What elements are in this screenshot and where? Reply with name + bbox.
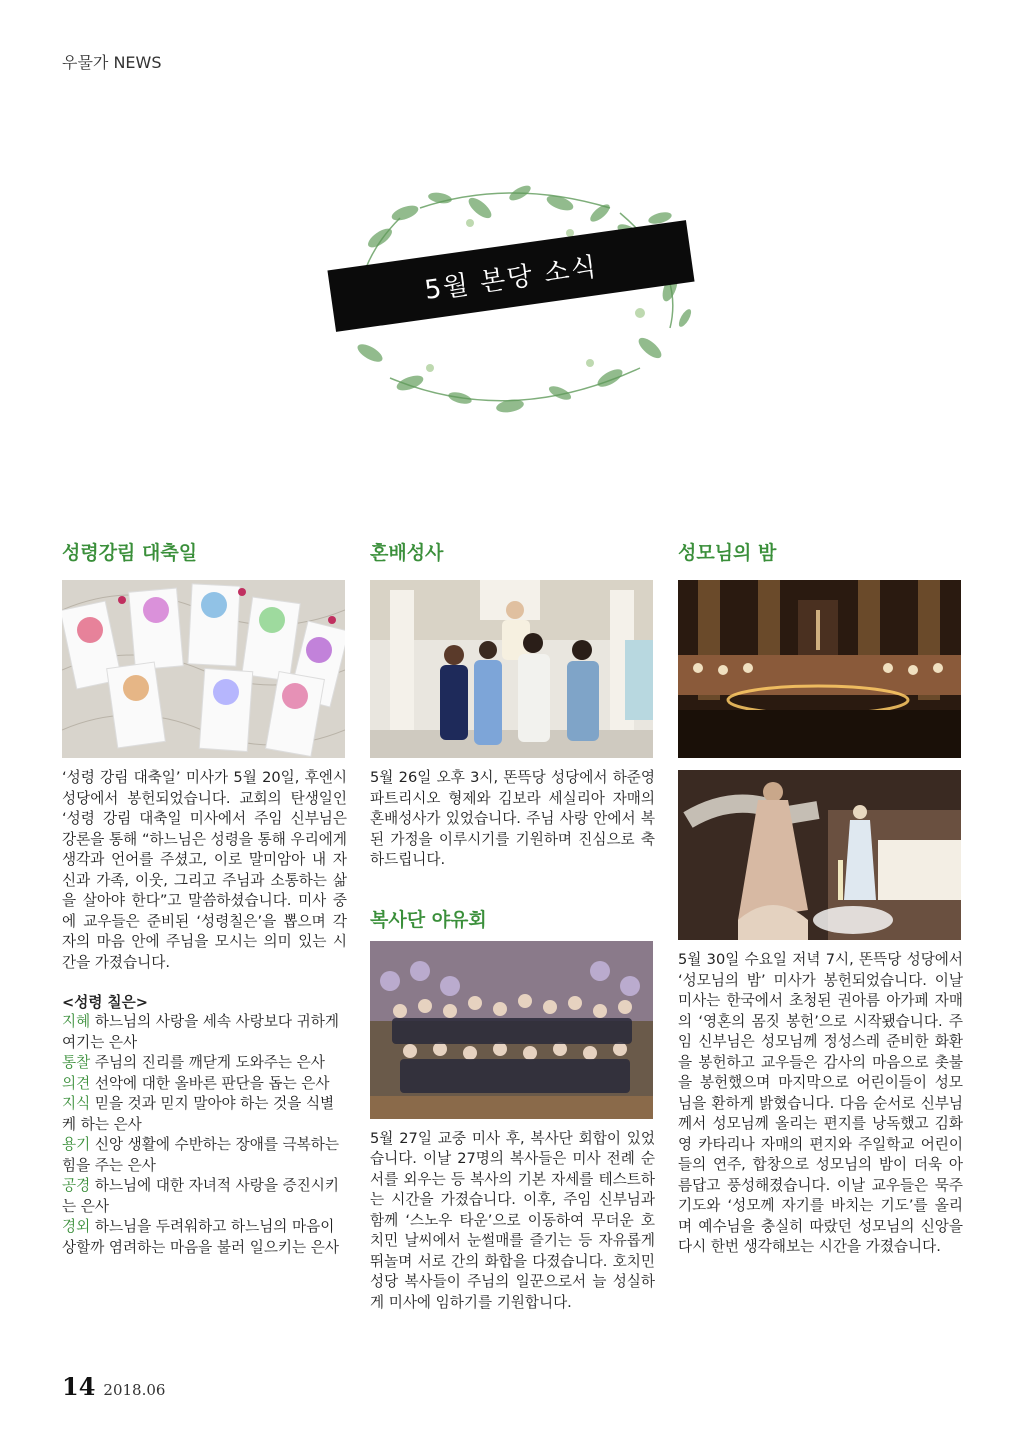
gift-key: 의견	[62, 1074, 91, 1092]
list-item	[62, 1176, 347, 1217]
gift-text: 주님의 진리를 깨닫게 도와주는 은사	[90, 1054, 325, 1071]
gift-key: 지식	[62, 1095, 91, 1112]
list-item	[62, 1074, 347, 1095]
section-title: 성모님의 밤	[678, 542, 777, 564]
gift-key: 통찰	[62, 1054, 91, 1071]
column-wedding	[370, 540, 655, 1313]
gift-key: 경외	[62, 1218, 91, 1235]
gift-text: 신앙 생활에 수반하는 장애를 극복하는 힘을 주는 은사	[62, 1136, 339, 1174]
gift-text: 하느님에 대한 자녀적 사랑을 증진시키는 은사	[62, 1177, 339, 1215]
wedding-photo	[370, 580, 653, 758]
gift-text: 믿을 것과 믿지 말아야 하는 것을 식별케 하는 은사	[62, 1095, 335, 1133]
mary-night-body: 5월 30일 수요일 저녁 7시, 똔뜩당 성당에서 ‘성모님의 밤’ 미사가 봉헌되었습니다. 이날 미사는 한국에서 초청된 권아름 아가페 자매의 ‘영혼의 몸짓 봉헌’으로 시작됐습니다. 주임 신부님은 성모님께 정성스레 준비한 화환을 봉헌하고 교우들은 감사의 마음으로 촛불을 봉헌했으며 마지막으로 어린이들이 성모님을 환하게 밝혔습니다. 다음 순서로 신부님께서 성모님께 올리는 편지를 낭독했고 김화영 카타리나 자매의 편지와 주일학교 어린이들의 연주, 합창으로 성모님의 밤이 더욱 아름답고 풍성해졌습니다. 이날 교우들은 묵주기도와 ‘성모께 자기를 바치는 기도’를 올리며 예수님을 충실히 따랐던 성모님의 신앙을 다시 한번 생각해보는 시간을 가졌습니다.	[678, 951, 963, 1255]
gift-key: 공경	[62, 1177, 91, 1194]
mass-photo	[678, 580, 961, 758]
gifts-list	[62, 1012, 347, 1258]
pentecost-photo	[62, 580, 345, 758]
page-footer	[62, 1372, 165, 1401]
altar-servers-body: 5월 27일 교중 미사 후, 복사단 회합이 있었습니다. 이날 27명의 복사들은 미사 전례 순서를 외우는 등 복사의 기본 자세를 테스트하는 시간을 가졌습니다. 이후, 주임 신부님과 함께 ‘스노우 타운’으로 이동하여 무더운 호치민 날씨에서 눈썰매를 즐기는 등 자유롭게 뛰놀며 서로 간의 화합을 다졌습니다. 호치민 성당 복사들이 주님의 일꾼으로서 늘 성실하게 미사에 임하기를 기원합니다.	[370, 1129, 655, 1311]
list-item	[62, 1053, 347, 1074]
gift-text: 선악에 대한 올바른 판단을 돕는 은사	[90, 1074, 330, 1092]
list-item	[62, 1094, 347, 1135]
altar-servers-photo	[370, 941, 653, 1119]
list-item	[62, 1012, 347, 1053]
gift-key: 지혜	[62, 1013, 91, 1030]
pentecost-body: ‘성령 강림 대축일’ 미사가 5월 20일, 후엔시 성당에서 봉헌되었습니다. 교회의 탄생일인 ‘성령 강림 대축일 미사에서 주임 신부님은 강론을 통해 “하느님은 성령을 통해 우리에게 생각과 언어를 주셨고, 이로 말미암아 내 자신과 가족, 이웃, 그리고 주님과 소통하는 삶을 살아야 한다”고 말씀하셨습니다. 미사 중에 교우들은 준비된 ‘성령칠은’을 뽑으며 각자의 마음 안에 주님을 모시는 의미 있는 시간을 가졌습니다.	[62, 769, 347, 971]
banner-title: 5월 본당 소식	[422, 251, 600, 306]
gift-key: 용기	[62, 1136, 91, 1153]
gifts-subtitle: <성령 칠은>	[62, 994, 148, 1011]
magazine-header: 우물가 NEWS	[62, 53, 162, 72]
wedding-body: 5월 26일 오후 3시, 똔뜩당 성당에서 하준영 파트리시오 형제와 김보라 세실리아 자매의 혼배성사가 있었습니다. 주님 사랑 안에서 복된 가정을 이루시기를 기원하며 진심으로 축하드립니다.	[370, 769, 655, 868]
gift-text: 하느님을 두려워하고 하느님의 마음이 상할까 염려하는 마음을 불러 일으키는 은사	[62, 1218, 339, 1256]
column-mary-night	[678, 540, 963, 1258]
section-title: 혼배성사	[370, 542, 444, 564]
list-item	[62, 1217, 347, 1258]
list-item	[62, 1135, 347, 1176]
section-title: 복사단 야유회	[370, 908, 487, 931]
dance-offering-photo	[678, 770, 961, 940]
column-pentecost	[62, 540, 347, 1258]
section-title: 성령강림 대축일	[62, 542, 198, 564]
issue-date: 2018.06	[103, 1381, 166, 1399]
gift-text: 하느님의 사랑을 세속 사랑보다 귀하게 여기는 은사	[62, 1013, 339, 1051]
page-number: 14	[62, 1372, 96, 1401]
